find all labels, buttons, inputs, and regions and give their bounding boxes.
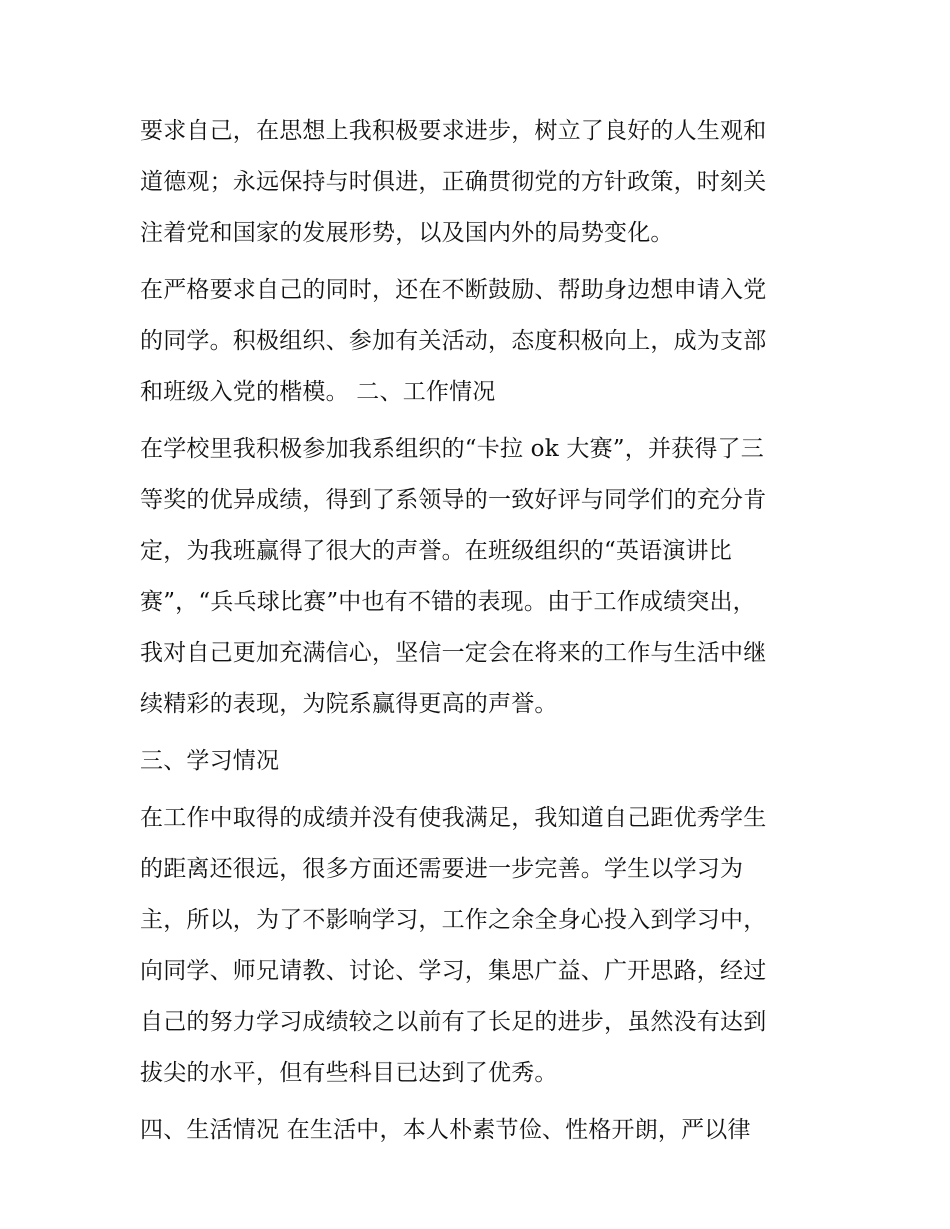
document-body <box>140 106 820 1156</box>
text-line: 续精彩的表现，为院系赢得更高的声誉。 <box>140 691 558 717</box>
text-line: 要求自己，在思想上我积极要求进步，树立了良好的人生观和 <box>140 118 767 144</box>
text-line: 道德观；永远保持与时俱进，正确贯彻党的方针政策，时刻关 <box>140 169 767 195</box>
text-line: 四、生活情况 在生活中，本人朴素节俭、性格开朗，严以律 <box>140 1117 751 1143</box>
text-line: 在严格要求自己的同时，还在不断鼓励、帮助身边想申请入党 <box>140 277 767 303</box>
section-heading: 三、学习情况 <box>140 748 280 774</box>
text-line: 的距离还很远，很多方面还需要进一步完善。学生以学习为 <box>140 856 744 882</box>
text-line: 的同学。积极组织、参加有关活动，态度积极向上，成为支部 <box>140 328 767 354</box>
text-line: 拔尖的水平，但有些科目已达到了优秀。 <box>140 1060 558 1086</box>
text-line: 注着党和国家的发展形势，以及国内外的局势变化。 <box>140 220 674 246</box>
text-line: 定，为我班赢得了很大的声誉。在班级组织的“英语演讲比 <box>140 538 732 564</box>
text-line: 在学校里我积极参加我系组织的“卡拉 ok 大赛”，并获得了三 <box>140 436 764 462</box>
text-line: 主，所以，为了不影响学习，工作之余全身心投入到学习中， <box>140 907 767 933</box>
text-line: 赛”，“兵乓球比赛”中也有不错的表现。由于工作成绩突出， <box>140 589 756 615</box>
text-line: 在工作中取得的成绩并没有使我满足，我知道自己距优秀学生 <box>140 805 767 831</box>
text-line: 和班级入党的楷模。 二、工作情况 <box>140 379 496 405</box>
text-line: 向同学、师兄请教、讨论、学习，集思广益、广开思路，经过 <box>140 958 767 984</box>
text-line: 等奖的优异成绩，得到了系领导的一致好评与同学们的充分肯 <box>140 487 767 513</box>
text-line: 自己的努力学习成绩较之以前有了长足的进步，虽然没有达到 <box>140 1009 767 1035</box>
text-line: 我对自己更加充满信心，坚信一定会在将来的工作与生活中继 <box>140 640 767 666</box>
